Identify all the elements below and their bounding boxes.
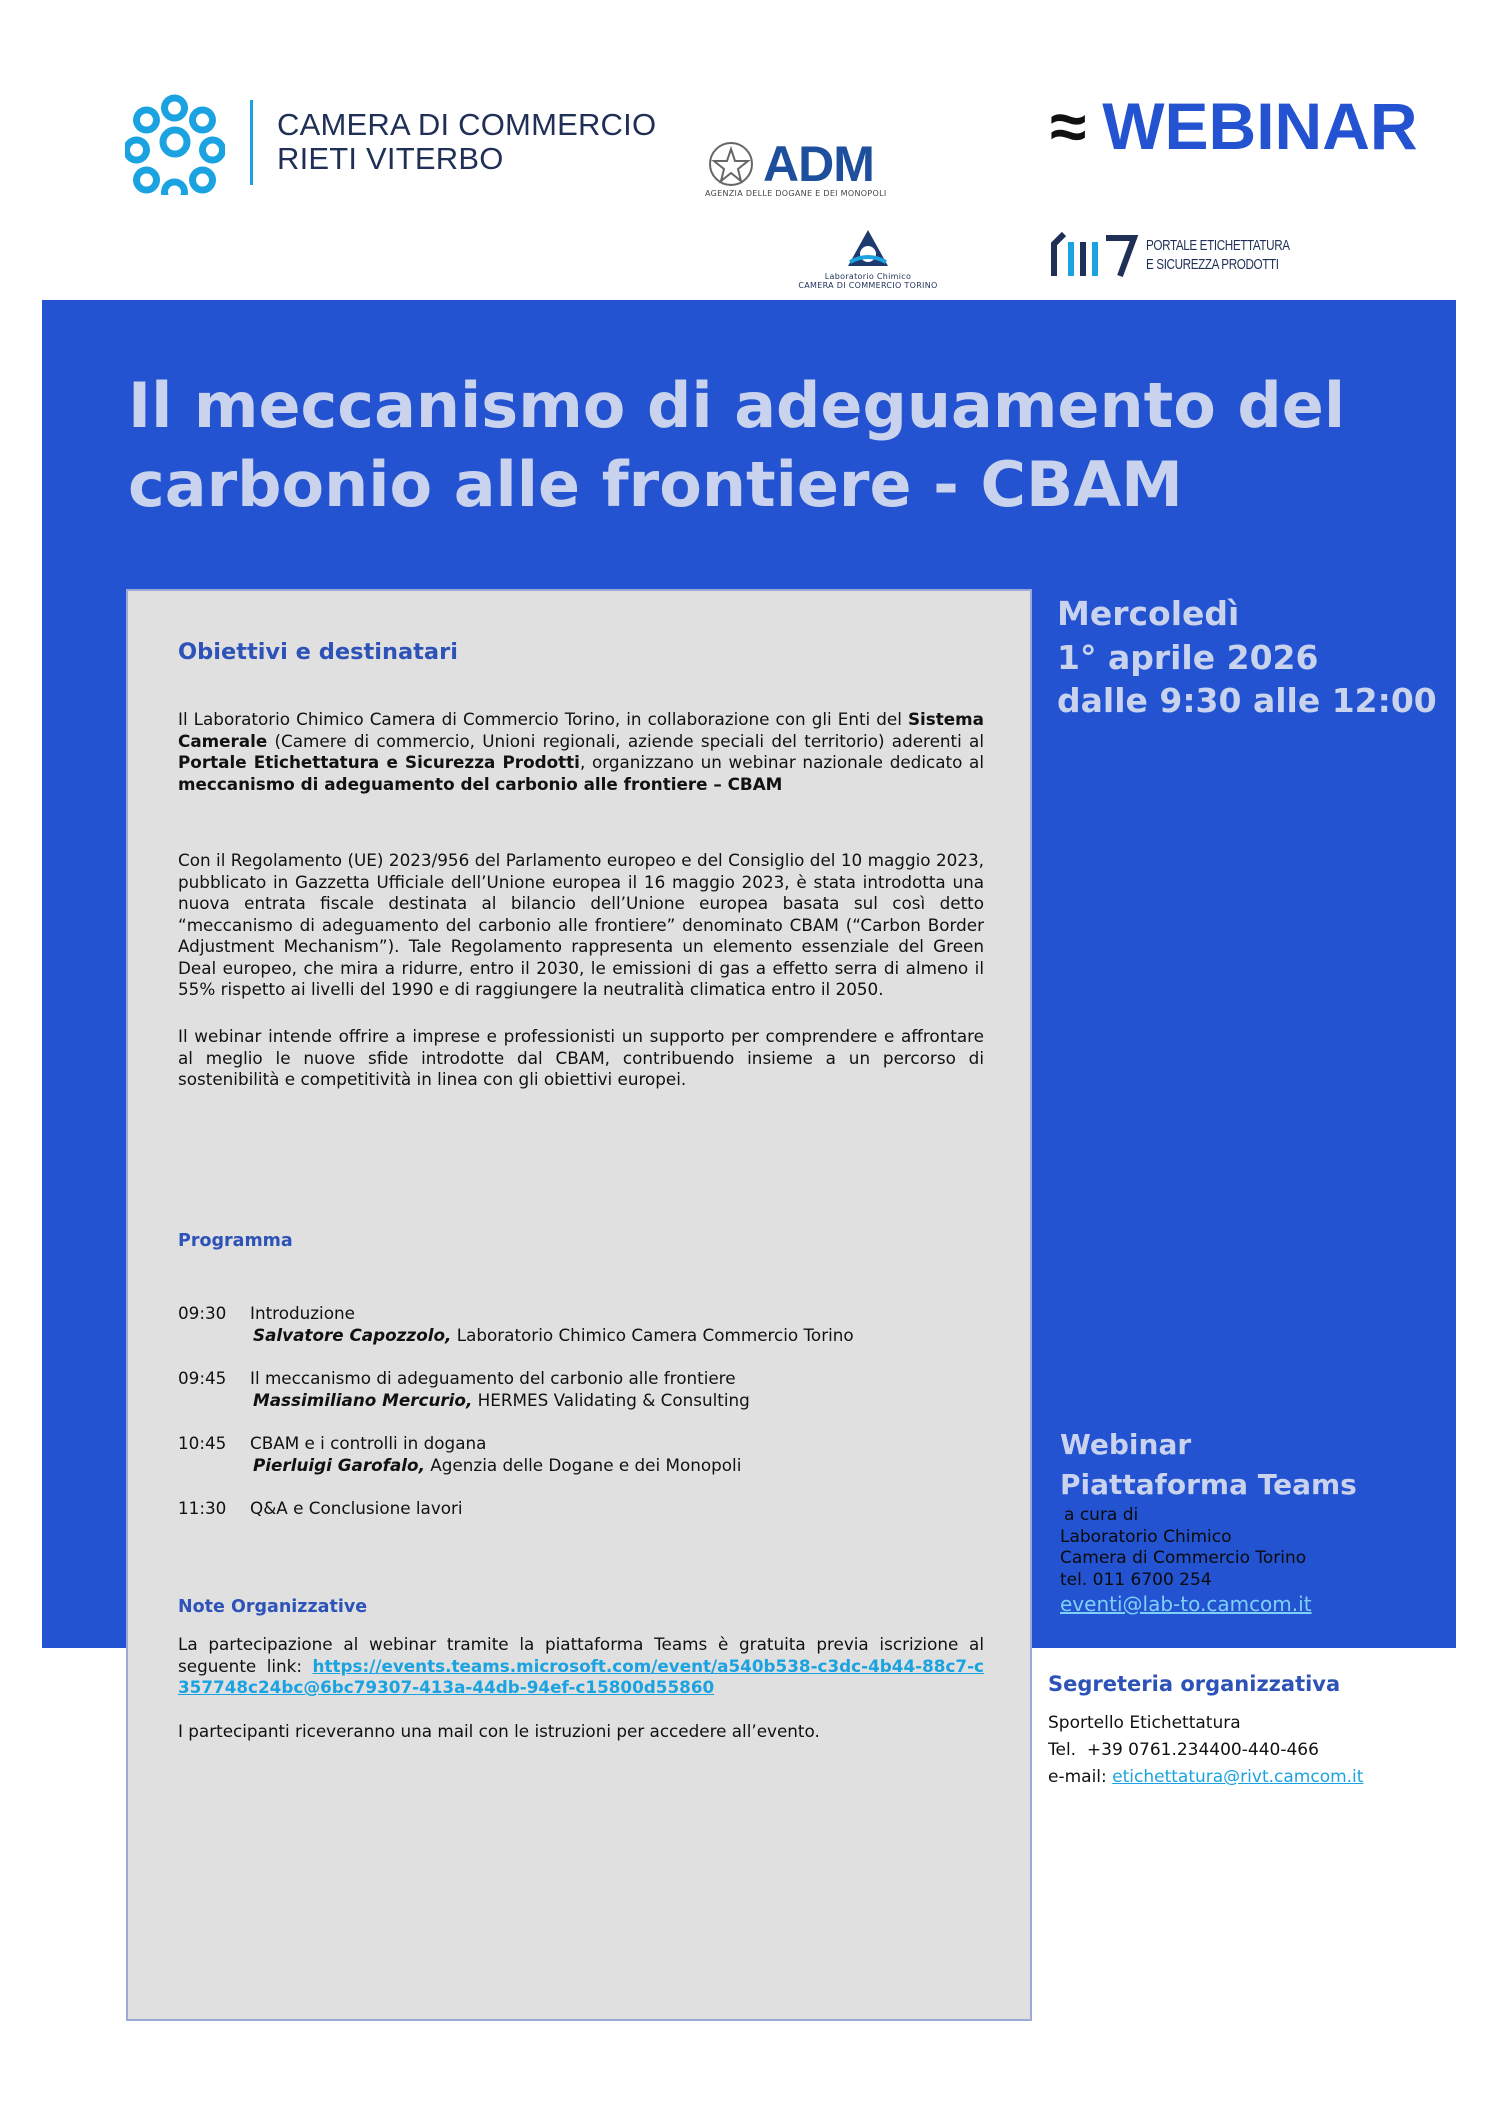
- objectives-paragraph-2: Con il Regolamento (UE) 2023/956 del Parlamento europeo e del Consiglio del 10 maggio 2023, pubblicato in Gazzetta Ufficiale dell’Unione europea il 16 maggio 2023, è stata introdotta una nuova entrata fiscale destinata al bilancio dell’Unione europea basata sul così detto “meccanismo di adeguamento del carbonio alle frontiere” denominato CBAM (“Carbon Border Adjustment Mechanism”). Tale Regolamento rappresenta un elemento essenziale del Green Deal europeo, che mira a ridurre, entro il 2030, le emissioni di gas a effetto serra di almeno il 55% rispetto ai livelli del 1990 e di raggiungere la neutralità climatica entro il 2050.: [178, 850, 984, 999]
- event-date: [1057, 592, 1437, 723]
- lab-name: Laboratorio Chimico CAMERA DI COMMERCIO TORINO: [798, 272, 938, 290]
- logo-separator: [250, 100, 253, 185]
- event-date-value: 1° aprile 2026: [1057, 637, 1319, 677]
- event-day: Mercoledì: [1057, 594, 1240, 633]
- chamber-emblem-icon: [125, 90, 225, 195]
- programme-item: 09:45 Il meccanismo di adeguamento del carbonio alle frontiere Massimiliano Mercurio, HERMES Validating & Consulting: [178, 1368, 750, 1410]
- content-panel: [126, 589, 1032, 2021]
- chamber-logo: [125, 90, 665, 200]
- chamber-name: CAMERA DI COMMERCIO RIETI VITERBO: [277, 107, 657, 176]
- programme-item: 10:45 CBAM e i controlli in dogana Pierluigi Garofalo, Agenzia delle Dogane e dei Monopoli: [178, 1433, 742, 1475]
- italian-emblem-icon: [705, 139, 757, 189]
- secretariat-phone: Tel. +39 0761.234400-440-466: [1048, 1740, 1319, 1760]
- portale-emblem-icon: [1050, 230, 1142, 280]
- teams-info: Webinar Piattaforma Teams a cura di Laboratorio Chimico Camera di Commercio Torino tel. 011 6700 254 eventi@lab-to.camcom.it: [1060, 1428, 1357, 1616]
- objectives-heading: Obiettivi e destinatari: [178, 639, 458, 665]
- notes-paragraph-1: La partecipazione al webinar tramite la piattaforma Teams è gratuita previa iscrizione al seguente link: https://events.teams.microsoft.com/event/a540b538-c3dc-4b44-88c7-c357748c24bc@6bc79307-413a-44db-94ef-c15800d55860: [178, 1634, 984, 1697]
- teams-phone: tel. 011 6700 254: [1060, 1569, 1212, 1590]
- objectives-paragraph-1: Il Laboratorio Chimico Camera di Commercio Torino, in collaborazione con gli Enti del Sistema Camerale (Camere di commercio, Unioni regionali, aziende speciali del territorio) aderenti al Portale Etichettatura e Sicurezza Prodotti, organizzano un webinar nazionale dedicato al meccanismo di adeguamento del carbonio alle frontiere – CBAM: [178, 709, 984, 794]
- secretariat-info: Segreteria organizzativa Sportello Etichettatura Tel. +39 0761.234400-440-466 e-mail: etichettatura@rivt.camcom.it: [1048, 1672, 1364, 1787]
- lab-emblem-icon: [846, 228, 890, 270]
- notes-paragraph-2: I partecipanti riceveranno una mail con le istruzioni per accedere all’evento.: [178, 1721, 820, 1741]
- webinar-header: [1050, 88, 1418, 164]
- portale-name: PORTALE ETICHETTATURA E SICUREZZA PRODOTTI: [1146, 237, 1290, 273]
- programme-item: 09:30 Introduzione Salvatore Capozzolo, Laboratorio Chimico Camera Commercio Torino: [178, 1303, 854, 1345]
- wave-icon: ≈: [1050, 89, 1087, 163]
- portale-logo: [1050, 230, 1290, 285]
- adm-logo: ADM AGENZIA DELLE DOGANE E DEI MONOPOLI: [705, 136, 887, 198]
- notes-heading: Note Organizzative: [178, 1597, 368, 1617]
- programme-item: 11:30 Q&A e Conclusione lavori: [178, 1498, 463, 1518]
- page-title: Il meccanismo di adeguamento del carbonio alle frontiere - CBAM: [128, 369, 1346, 521]
- secretariat-heading: Segreteria organizzativa: [1048, 1672, 1341, 1696]
- event-time: dalle 9:30 alle 12:00: [1057, 681, 1437, 720]
- webinar-label: WEBINAR: [1102, 89, 1418, 163]
- objectives-paragraph-3: Il webinar intende offrire a imprese e professionisti un supporto per comprendere e affrontare al meglio le nuove sfide introdotte dal CBAM, contribuendo insieme a un percorso di sostenibilità e competitività in linea con gli obiettivi europei.: [178, 1026, 984, 1089]
- teams-email-link[interactable]: eventi@lab-to.camcom.it: [1060, 1592, 1312, 1616]
- programme-heading: Programma: [178, 1231, 293, 1251]
- registration-link[interactable]: https://events.teams.microsoft.com/event/a540b538-c3dc-4b44-88c7-c357748c24bc@6bc79307-413a-44db-94ef-c15800d55860: [178, 1655, 984, 1697]
- lab-logo: [783, 228, 953, 294]
- secretariat-email-link[interactable]: etichettatura@rivt.camcom.it: [1112, 1767, 1364, 1787]
